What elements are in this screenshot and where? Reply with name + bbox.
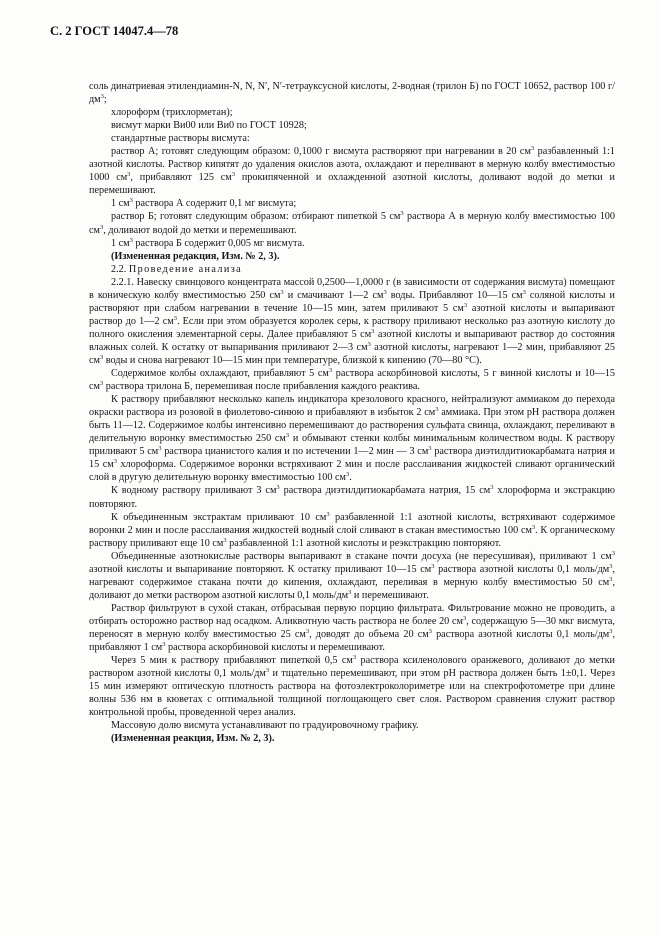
paragraph: 1 $см^3$ раствора Б содержит 0,005 мг висмута.: [111, 236, 305, 249]
paragraph: Через 5 мин к раствору прибавляют пипеткой 0,5 $см^3$ раствора ксиленолового оранжевого, доливают до метки раствором азотной кислоты 0,1 моль/$дм^3$ и тщательно перемешивают, при этом рН раствора должен быть 1±0,1. Через 15 мин измеряют оптическую плотность раствора на фотоэлектроколориметре или на спектрофотометре при длине волны 536 нм в кюветах с оптимальной толщиной поглощающего свет слоя. Раствором сравнения служит раствор контрольной пробы, проведенной через анализ.: [89, 654, 615, 719]
paragraph: стандартные растворы висмута:: [111, 133, 250, 145]
paragraph: К водному раствору приливают 3 $см^3$ раствора диэтилдитиокарбамата натрия, 15 $см^3$ хлороформа и экстракцию повторяют.: [89, 484, 615, 510]
paragraph: раствор Б; готовят следующим образом: отбирают пипеткой 5 $см^3$ раствора А в мерную колбу вместимостью 100 $см^3$, доливают водой до метки и перемешивают.: [89, 210, 615, 236]
paragraph: соль динатриевая этилендиамин-N, N, N′, N′-тетрауксусной кислоты, 2-водная (трилон Б) по ГОСТ 10652, раствор 100 $г/дм^3$;: [89, 81, 615, 106]
paragraph: 2.2.1. Навеску свинцового концентрата массой 0,2500—1,0000 г (в зависимости от содержания висмута) помещают в коническую колбу вместимостью 250 $см^3$ и смачивают 1—2 $см^3$ воды. Прибавляют 10—15 $см^3$ соляной кислоты и растворяют при слабом нагревании в течение 10—15 мин, затем приливают 5 $см^3$ азотной кислоты и выпаривают раствор до 1—2 $см^3$. Если при этом образуется королек серы, к раствору приливают несколько раз азотную кислоту до полного окисления элементарной серы. Далее прибавляют 5 $см^3$ азотной кислоты и выпаривают раствор до состояния влажных солей. К остатку от выпаривания приливают 2—3 $см^3$ азотной кислоты, нагревают 1—2 мин, прибавляют 25 $см^3$ воды и снова нагревают 10—15 мин при температуре, близкой к кипению (70—80 °С).: [89, 276, 616, 366]
paragraph: 1 $см^3$ раствора А содержит 0,1 мг висмута;: [111, 197, 297, 210]
paragraph: хлороформ (трихлорметан);: [111, 107, 233, 119]
paragraph: Объединенные азотнокислые растворы выпаривают в стакане почти досуха (не пересушивая), приливают 1 $см^3$ азотной кислоты и выпаривание повторяют. К остатку приливают 10—15 $см^3$ раствора азотной кислоты 0,1 моль/$дм^3$, нагревают содержимое стакана почти до кипения, охлаждают, переливая в мерную колбу вместимостью 50 $см^3$, доливают до метки раствором азотной кислоты 0,1 моль/$дм^3$ и перемешивают.: [89, 549, 615, 601]
paragraph: Раствор фильтруют в сухой стакан, отбрасывая первую порцию фильтрата. Фильтрование можно не проводить, а отбирать осторожно раствор над осадком. Аликвотную часть раствора не более 20 $см^3$, содержащую 5—30 мкг висмута, переносят в мерную колбу вместимостью 25 $см^3$, доводят до объема 20 $см^3$ раствора азотной кислоты 0,1 моль/$дм^3$, прибавляют 1 $см^3$ раствора аскорбиновой кислоты и перемешивают.: [89, 602, 616, 654]
document-body: [89, 80, 615, 745]
paragraph: раствор А; готовят следующим образом: 0,1000 г висмута растворяют при нагревании в 20 $см^3$ разбавленный 1:1 азотной кислоты. Раствор кипятят до удаления окислов азота, охлаждают и переливают в мерную колбу вместимостью 1000 $см^3$, прибавляют 125 $см^3$ прокипяченной и охлажденной азотной кислоты, доливают водой до метки и перемешивают.: [89, 145, 616, 197]
paragraph: Массовую долю висмута устанавливают по градуировочному графику.: [111, 720, 419, 732]
paragraph: 2.2. Проведение анализа: [111, 263, 243, 275]
paragraph: (Измененная редакция, Изм. № 2, 3).: [111, 250, 280, 262]
paragraph: К объединенным экстрактам приливают 10 $см^3$ разбавленной 1:1 азотной кислоты, встряхивают содержимое воронки 2 мин и после расслаивания жидкостей водный слой сливают в стакан вместимостью 100 $см^3$. К органическому раствору приливают еще 10 $см^3$ разбавленной 1:1 азотной кислоты и реэкстракцию повторяют.: [89, 510, 616, 549]
paragraph: К раствору прибавляют несколько капель индикатора крезолового красного, нейтрализуют аммиаком до перехода окраски раствора из розовой в фиолетово-синюю и прибавляют в избыток 2 $см^3$ аммиака. При этом рН раствора должен быть 11—12. Содержимое колбы интенсивно перемешивают до растворения сульфата свинца, охлаждают, переливают в делительную воронку вместимостью 250 $см^3$ и обмывают стенки колбы минимальным количеством воды. К раствору приливают 5 $см^3$ раствора цианистого калия и по истечении 1—2 мин — 3 $см^3$ раствора диэтилдитиокарбамата натрия и 15 $см^3$ хлороформа. Содержимое воронки встряхивают 2 мин и после расслаивания жидкостей сливают органический слой в другую делительную воронку вместимостью 100 $см^3$.: [89, 394, 616, 484]
paragraph: Содержимое колбы охлаждают, прибавляют 5 $см^3$ раствора аскорбиновой кислоты, 5 г винной кислоты и 10—15 $см^3$ раствора трилона Б, перемешивая после прибавления каждого реактива.: [89, 367, 616, 393]
page-header: С. 2 ГОСТ 14047.4—78: [50, 24, 179, 38]
paragraph: (Измененная реакция, Изм. № 2, 3).: [111, 733, 275, 745]
paragraph: висмут марки Ви00 или Ви0 по ГОСТ 10928;: [111, 120, 307, 132]
